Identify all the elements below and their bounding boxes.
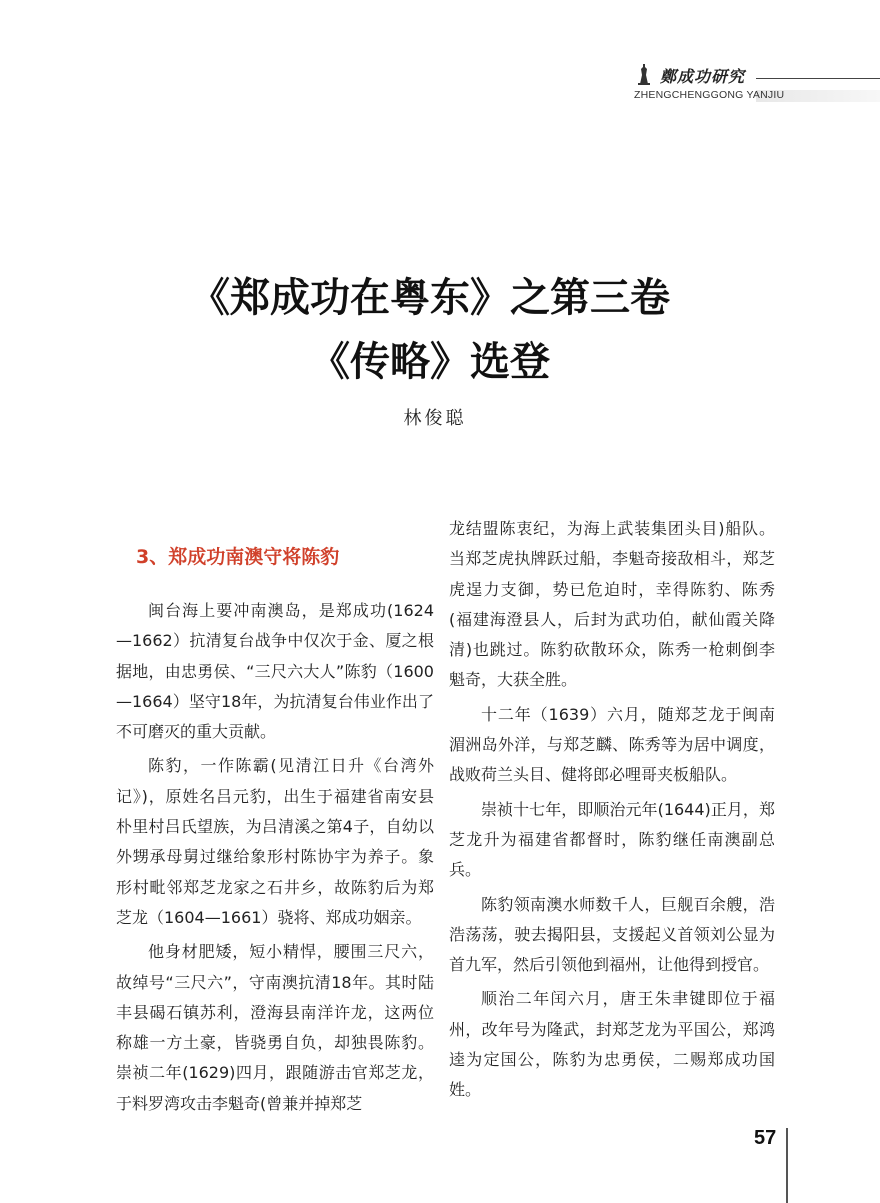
page-number: 57 — [754, 1127, 777, 1149]
paragraph: 崇祯十七年，即顺治元年(1644)正月，郑芝龙升为福建省都督时，陈豹继任南澳副总兵。 — [449, 799, 775, 880]
paragraph: 他身材肥矮，短小精悍，腰围三尺六，故绰号“三尺六”，守南澳抗清18年。其时陆丰县碣石镇苏利，澄海县南洋许龙，这两位称雄一方土豪，皆骁勇自负，却独畏陈豹。崇祯二年(1629)四月，跟随游击官郑芝龙，于料罗湾攻击李魁奇(曾兼并掉郑芝 — [116, 942, 434, 1113]
right-column — [449, 514, 775, 1110]
paragraph: 陈豹，一作陈霸(见清江日升《台湾外记》)，原姓名吕元豹，出生于福建省南安县朴里村吕氏望族，为吕清溪之第4子，自幼以外甥承母舅过继给象形村陈协宇为养子。象形村毗邻郑芝龙家之石井乡，故陈豹后为郑芝龙（1604—1661）骁将、郑成功姻亲。 — [116, 756, 434, 927]
article-author: 林俊聪 — [403, 408, 467, 429]
paragraph: 顺治二年闰六月，唐王朱聿键即位于福州，改年号为隆武，封郑芝龙为平国公，郑鸿逵为定国公，陈豹为忠勇侯，二赐郑成功国姓。 — [449, 989, 775, 1100]
page-number-rule — [786, 1128, 788, 1203]
journal-name-en: ZHENGCHENGGONG YANJIU — [634, 89, 785, 101]
journal-header — [628, 60, 880, 104]
statue-icon — [632, 62, 656, 86]
left-column — [116, 596, 434, 1123]
section-heading: 3、郑成功南澳守将陈豹 — [136, 546, 340, 568]
journal-name-cn: 鄭成功研究 — [660, 67, 746, 86]
paragraph: 闽台海上要冲南澳岛，是郑成功(1624—1662）抗清复台战争中仅次于金、厦之根据地，由忠勇侯、“三尺六大人”陈豹（1600—1664）坚守18年，为抗清复台伟业作出了不可磨灭的重大贡献。 — [116, 601, 434, 742]
article-title-line2: 《传略》选登 — [310, 339, 550, 385]
header-rule — [756, 78, 880, 79]
paragraph: 十二年（1639）六月，随郑芝龙于闽南湄洲岛外洋，与郑芝麟、陈秀等为居中调度，战败荷兰头目、健将郎必哩哥夹板船队。 — [449, 704, 775, 785]
article-title-line1: 《郑成功在粤东》之第三卷 — [190, 275, 670, 321]
paragraph-continued: 龙结盟陈衷纪，为海上武装集团头目)船队。当郑芝虎执牌跃过船，李魁奇接敌相斗，郑芝虎逞力支御，势已危迫时，幸得陈豹、陈秀(福建海澄县人，后封为武功伯，献仙霞关降清)也跳过。陈豹砍散环众，陈秀一枪刺倒李魁奇，大获全胜。 — [449, 519, 775, 690]
paragraph: 陈豹领南澳水师数千人，巨舰百余艘，浩浩荡荡，驶去揭阳县，支援起义首领刘公显为首九军，然后引领他到福州，让他得到授官。 — [449, 894, 775, 975]
